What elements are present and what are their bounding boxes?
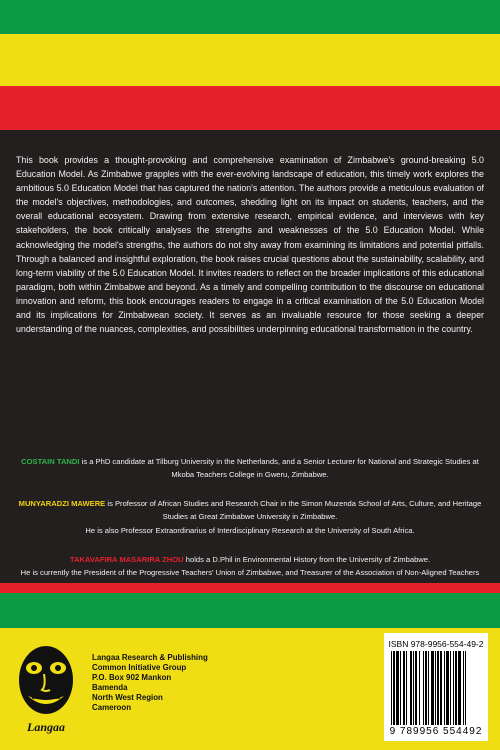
publisher-line: North West Region: [92, 693, 163, 702]
author-bio-mawere: [14, 497, 486, 537]
stripe-green-top: [0, 0, 500, 34]
barcode-bar: [463, 651, 464, 725]
barcode-bar: [435, 651, 436, 725]
stripe-yellow-top: [0, 34, 500, 86]
author-name-zhou: TAKAVAFIRA MASARIRA ZHOU: [69, 555, 184, 564]
author-bio-tandi: [14, 455, 486, 482]
barcode-bar: [423, 651, 424, 725]
barcode-bar: [428, 651, 429, 725]
barcode-bar: [415, 651, 417, 725]
isbn-label: ISBN 978-9956-554-49-2: [388, 639, 484, 649]
barcode-bar: [465, 651, 466, 725]
barcode-bar: [437, 651, 439, 725]
publisher-address: [92, 653, 208, 713]
stripe-red-bottom: [0, 583, 500, 593]
author-bio-extra-zhou: He is currently the President of the Progressive Teachers' Union of Zimbabwe, and Treasurer of the Association of Non-Aligned Teachers: [20, 568, 480, 578]
author-name-tandi: COSTAIN TANDI: [21, 457, 80, 466]
stripe-red-top: [0, 86, 500, 130]
publisher-line: Cameroon: [92, 703, 132, 712]
barcode-bar: [453, 651, 454, 725]
back-cover-blurb: This book provides a thought-provoking and comprehensive examination of Zimbabwe's ground-breaking 5.0 Education Model. As Zimbabwe grapples with the ever-evolving landscape of education, this timely work explores the ambitious 5.0 Education Model that has captured the nation's attention. The authors provide a meticulous evaluation of the model's objectives, methodologies, and outcomes, shedding light on its impact on students, teachers, and the overall educational ecosystem. Drawing from extensive research, empirical evidence, and interviews with key stakeholders, the book critically analyses the strengths and weaknesses of the 5.0 Education Model. While acknowledging the model's strengths, the authors do not shy away from examining its limitations and potential pitfalls. Through a balanced and insightful exploration, the book raises crucial questions about the sustainability, scalability, and long-term viability of the 5.0 Education Model. It invites readers to reflect on the broader implications of this educational paradigm, both within Zimbabwe and beyond. As a timely and compelling contribution to the discourse on educational innovation and reform, this book encourages readers to engage in a critical examination of the 5.0 Education Model and its implications for Zimbabwean society. It serves as an invaluable resource for those seeking a deeper understanding of the nuances, complexities, and possibilities underpinning educational transformation in the country.: [16, 155, 484, 335]
barcode-bar: [393, 651, 395, 725]
publisher-line: Langaa Research & Publishing: [92, 653, 208, 662]
barcode-bar: [444, 651, 445, 725]
author-bio-text-zhou: holds a D.Phil in Environmental History from the University of Zimbabwe.: [183, 555, 431, 564]
barcode-bar: [403, 651, 405, 725]
barcode-bar: [419, 651, 420, 725]
barcode-bar: [391, 651, 392, 725]
publisher-line: Common Initiative Group: [92, 663, 187, 672]
barcode-bar: [425, 651, 427, 725]
barcode-bar: [400, 651, 401, 725]
isbn-barcode-box: [384, 633, 488, 741]
author-name-mawere: MUNYARADZI MAWERE: [18, 499, 106, 508]
logo-wordmark: Langaa: [26, 720, 65, 734]
author-bio-text-mawere: is Professor of African Studies and Research Chair in the Simon Muzenda School of Arts, Culture, and Heritage Studies at Great Zimbabwe University in Zimbabwe.: [105, 499, 482, 522]
barcode-bar: [406, 651, 407, 725]
barcode-icon: [391, 651, 481, 725]
barcode-bar: [458, 651, 461, 725]
barcode-bar: [410, 651, 412, 725]
barcode-bar: [440, 651, 442, 725]
publisher-line: P.O. Box 902 Mankon: [92, 673, 172, 682]
publisher-line: Bamenda: [92, 683, 128, 692]
barcode-bar: [413, 651, 414, 725]
stripe-green-bottom: [0, 593, 500, 628]
barcode-number: 9 789956 554492: [389, 726, 483, 737]
barcode-bar: [396, 651, 399, 725]
barcode-bar: [446, 651, 449, 725]
barcode-bar: [450, 651, 451, 725]
face-logo-icon: [14, 640, 78, 720]
author-bio-text-tandi: is a PhD candidate at Tilburg University in the Netherlands, and a Senior Lecturer for National and Strategic Studies at Mkoba Teachers College in Gweru, Zimbabwe.: [79, 457, 479, 480]
author-bio-extra-mawere: He is also Professor Extraordinarius of Interdisciplinary Research at the University of South Africa.: [85, 525, 415, 535]
barcode-bar: [455, 651, 457, 725]
barcode-bar: [431, 651, 434, 725]
